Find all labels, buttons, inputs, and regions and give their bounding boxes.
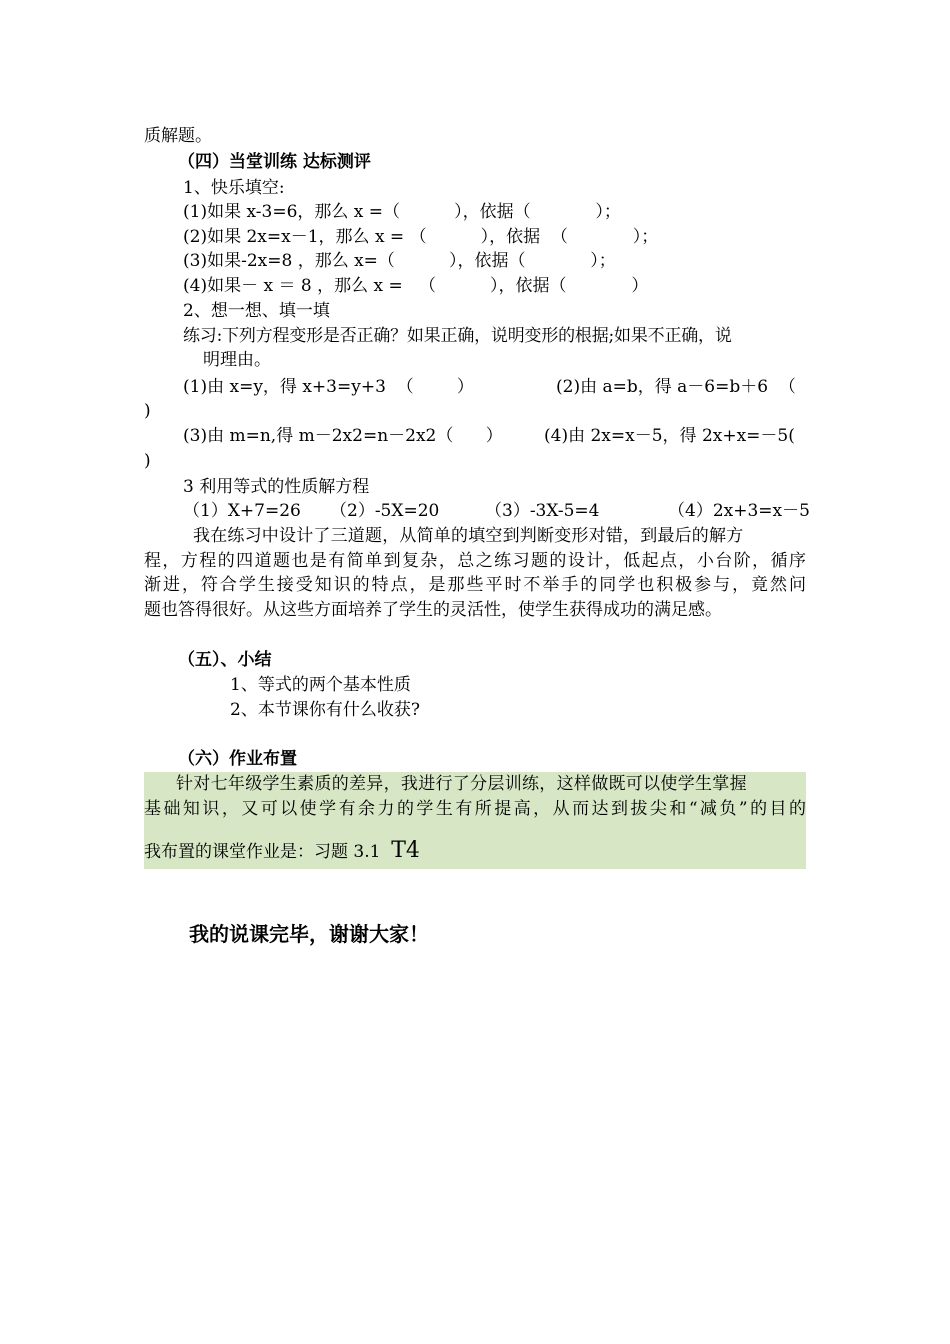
equation-2: （2）-5X=20	[330, 501, 440, 521]
practice-line-1: 练习:下列方程变形是否正确？如果正确，说明变形的根据;如果不正确，说	[183, 326, 732, 346]
exercise-3: (3)由 m=n,得 m－2x2=n－2x2（ ）	[183, 426, 503, 446]
q3-title: 3 利用等式的性质解方程	[183, 477, 370, 497]
practice-line-2: 明理由。	[203, 350, 271, 370]
homework-line-1: 针对七年级学生素质的差异，我进行了分层训练，这样做既可以使学生掌握	[176, 774, 747, 794]
q1-item-3: (3)如果-2x=8 ，那么 x=（ ），依据（ ）；	[183, 251, 616, 271]
reflection-line-1: 我在练习中设计了三道题，从简单的填空到判断变形对错，到最后的解方	[193, 526, 744, 546]
exercise-4: (4)由 2x=x－5，得 2x+x=－5(	[544, 426, 795, 446]
q1-item-4: (4)如果－ x ＝ 8 ，那么 x = （ ），依据（ ）	[183, 276, 649, 296]
reflection-line-2: 程，方程的四道题也是有简单到复杂，总之练习题的设计，低起点，小台阶，循序	[144, 551, 806, 571]
summary-item-2: 2、本节课你有什么收获?	[230, 700, 420, 720]
homework-line-2: 基础知识，又可以使学有余力的学生有所提高，从而达到拔尖和“减负”的目的	[144, 799, 806, 819]
closing-remark: 我的说课完毕，谢谢大家！	[189, 922, 429, 946]
exercise-2: (2)由 a=b，得 a－6=b＋6 （	[556, 377, 796, 397]
exercise-1: (1)由 x=y，得 x+3=y+3 （ ）	[183, 377, 474, 397]
continuation-text: 质解题。	[144, 126, 212, 146]
summary-item-1: 1、等式的两个基本性质	[230, 675, 411, 695]
homework-exercise-number: T4	[391, 838, 420, 863]
equation-1: （1）X+7=26	[183, 501, 301, 521]
exercise-2-close: )	[144, 401, 151, 421]
section6-heading: （六）作业布置	[178, 749, 297, 769]
q2-title: 2、想一想、填一填	[183, 301, 330, 321]
section5-heading: （五）、小结	[178, 650, 272, 670]
exercise-4-close: )	[144, 451, 151, 471]
reflection-line-3: 渐进，符合学生接受知识的特点，是那些平时不举手的同学也积极参与，竟然问	[144, 575, 806, 595]
homework-prefix: 我布置的课堂作业是：习题 3.1	[144, 842, 392, 862]
equation-4: （4）2x+3=x－5	[668, 501, 810, 521]
reflection-line-4: 题也答得很好。从这些方面培养了学生的灵活性，使学生获得成功的满足感。	[144, 600, 722, 620]
section4-heading: （四）当堂训练 达标测评	[178, 152, 371, 172]
q1-title: 1、快乐填空:	[183, 178, 285, 198]
homework-assignment	[144, 839, 420, 864]
equation-3: （3）-3X-5=4	[485, 501, 600, 521]
q1-item-2: (2)如果 2x=x－1，那么 x = （ ），依据 （ ）；	[183, 227, 659, 247]
q1-item-1: (1)如果 x-3=6，那么 x =（ ），依据（ ）；	[183, 202, 621, 222]
